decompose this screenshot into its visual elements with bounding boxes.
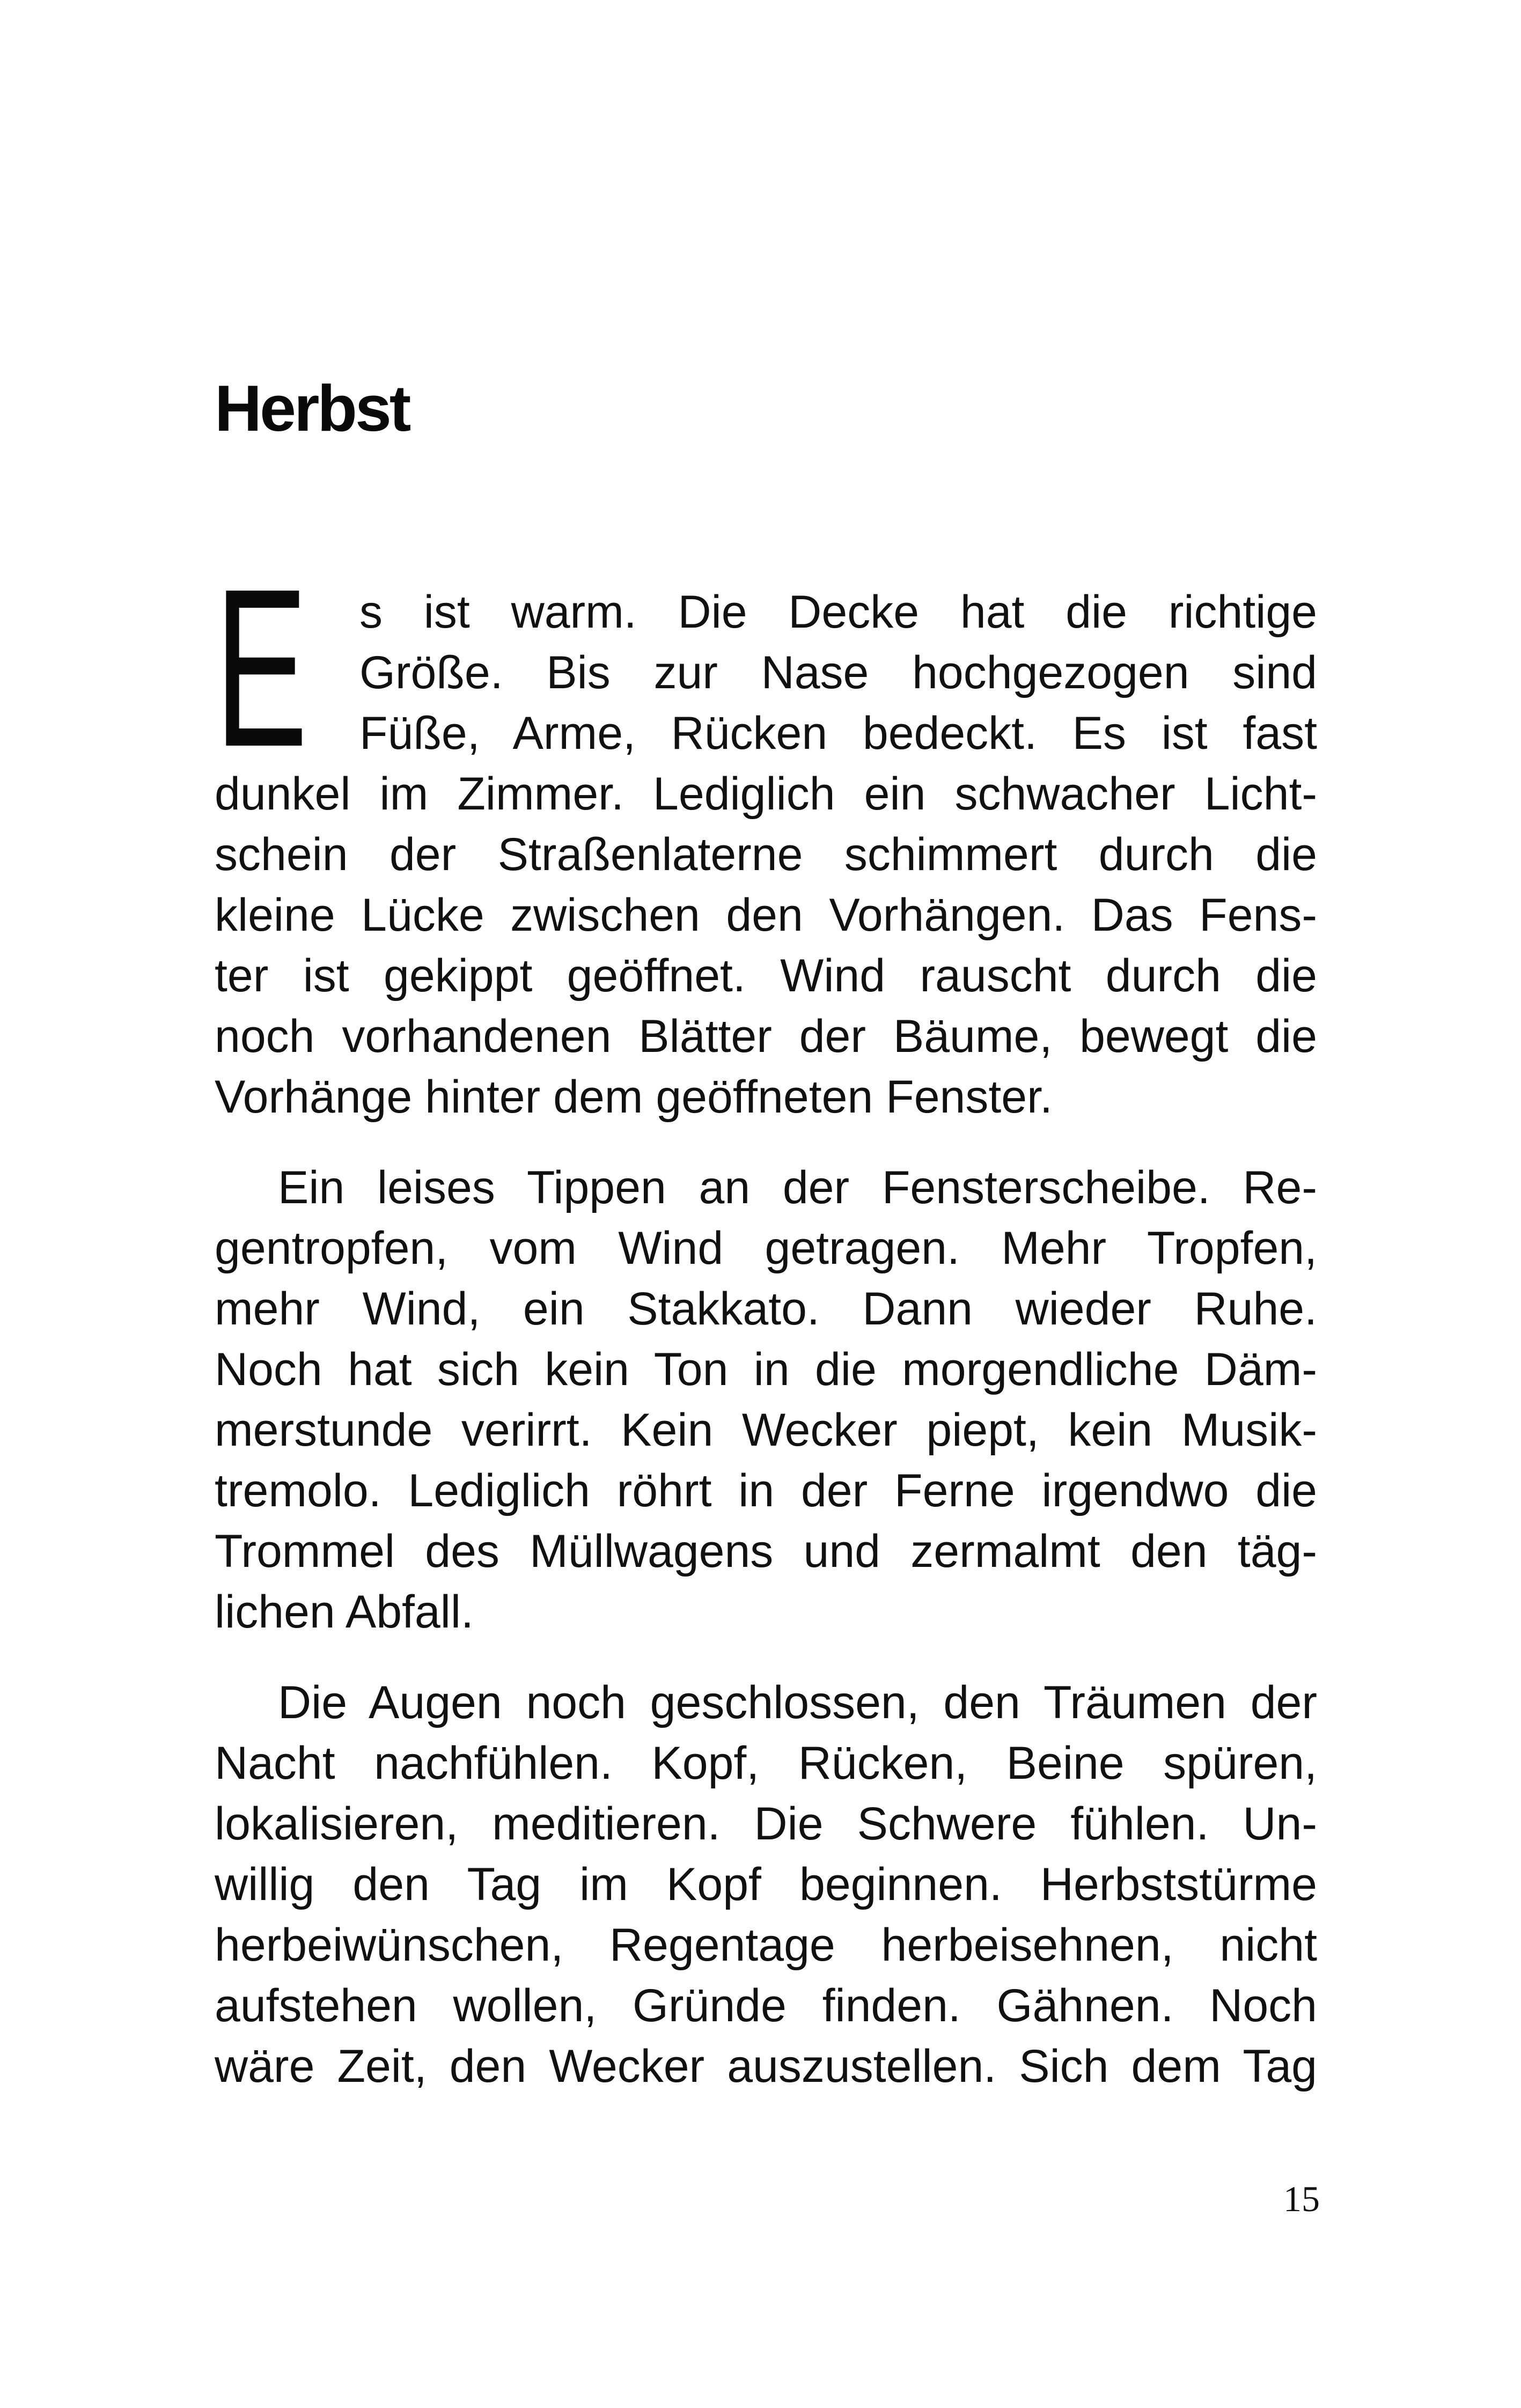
text-line: Füße, Arme, Rücken bedeckt. Es ist fast [359, 708, 1317, 759]
text-line: tremolo. Lediglich röhrt in der Ferne irgendwo die [215, 1465, 1317, 1516]
drop-cap: E [215, 542, 308, 794]
text-line: willig den Tag im Kopf beginnen. Herbststürme [215, 1859, 1317, 1910]
text-line: gentropfen, vom Wind getragen. Mehr Tropfen, [215, 1223, 1317, 1274]
page-number: 15 [1283, 2178, 1320, 2219]
text-line: Noch hat sich kein Ton in die morgendliche Däm- [215, 1344, 1317, 1395]
text-line: dunkel im Zimmer. Lediglich ein schwacher Licht- [215, 768, 1317, 820]
text-line: wäre Zeit, den Wecker auszustellen. Sich dem Tag [215, 2041, 1317, 2092]
body-text [215, 542, 1317, 2097]
text-line: aufstehen wollen, Gründe finden. Gähnen. Noch [215, 1980, 1317, 2031]
text-line: Vorhänge hinter dem geöffneten Fenster. [215, 1071, 1053, 1123]
text-line: kleine Lücke zwischen den Vorhängen. Das Fens- [215, 889, 1317, 941]
text-line: schein der Straßenlaterne schimmert durch die [215, 829, 1317, 880]
paragraph-gap [215, 1128, 1317, 1158]
text-line: Nacht nachfühlen. Kopf, Rücken, Beine spüren, [215, 1737, 1317, 1789]
text-line: ter ist gekippt geöffnet. Wind rauscht durch die [215, 950, 1317, 1002]
text-line: merstunde verirrt. Kein Wecker piept, kein Musik- [215, 1404, 1317, 1456]
text-line: noch vorhandenen Blätter der Bäume, bewegt die [215, 1011, 1317, 1062]
text-line: Die Augen noch geschlossen, den Träumen der [278, 1677, 1317, 1728]
text-line: lichen Abfall. [215, 1586, 474, 1638]
text-line: Trommel des Müllwagens und zermalmt den täg- [215, 1526, 1317, 1577]
text-line: Ein leises Tippen an der Fensterscheibe. Re- [278, 1162, 1317, 1213]
text-line: Größe. Bis zur Nase hochgezogen sind [359, 647, 1317, 698]
paragraph-gap [215, 1643, 1317, 1673]
text-line: lokalisieren, meditieren. Die Schwere fühlen. Un- [215, 1798, 1317, 1850]
chapter-title: Herbst [215, 372, 409, 445]
text-line: mehr Wind, ein Stakkato. Dann wieder Ruhe. [215, 1283, 1317, 1335]
text-line: s ist warm. Die Decke hat die richtige [359, 586, 1317, 638]
text-line: herbeiwünschen, Regentage herbeisehnen, nicht [215, 1919, 1317, 1971]
